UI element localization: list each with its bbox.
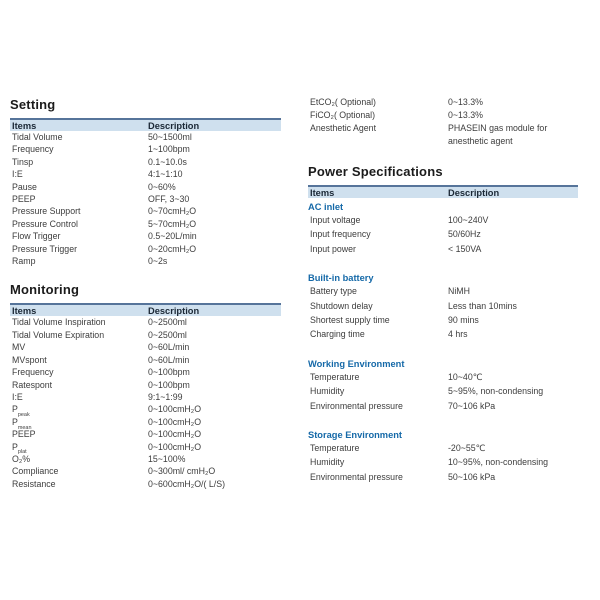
item-cell: Shortest supply time bbox=[310, 315, 390, 326]
table-row bbox=[10, 143, 281, 155]
subsection-title: Built-in battery bbox=[308, 273, 374, 284]
value-cell: 0~2500ml bbox=[148, 317, 187, 328]
item-cell: Tidal Volume bbox=[12, 132, 63, 142]
value-cell: 50~1500ml bbox=[148, 132, 192, 142]
table-row bbox=[308, 109, 578, 122]
power-section-title: Power Specifications bbox=[308, 164, 443, 179]
table-row bbox=[10, 316, 281, 328]
subsection-table-body bbox=[308, 284, 578, 342]
items-column-header: Items bbox=[310, 187, 335, 198]
value-cell: 1~100bpm bbox=[148, 144, 190, 155]
section-setting bbox=[10, 97, 281, 267]
table-row bbox=[308, 384, 578, 398]
table-row bbox=[308, 284, 578, 298]
item-cell: Pause bbox=[12, 181, 37, 192]
subsection-table-body bbox=[308, 370, 578, 413]
value-cell: 50~106 kPa bbox=[448, 471, 496, 482]
value-cell: 70~106 kPa bbox=[448, 400, 496, 411]
item-cell: Environmental pressure bbox=[310, 471, 403, 482]
table-row bbox=[10, 403, 281, 419]
table-row bbox=[10, 391, 281, 403]
value-cell: NiMH bbox=[448, 286, 470, 297]
value-cell: 0~60L/min bbox=[148, 354, 190, 365]
table-row bbox=[10, 366, 281, 378]
table-row bbox=[10, 329, 281, 341]
item-cell: Input frequency bbox=[310, 229, 371, 240]
table-row bbox=[10, 428, 281, 440]
description-column-header: Description bbox=[148, 305, 200, 316]
value-cell: 0~100cmH₂O bbox=[148, 441, 202, 452]
item-cell: I:E bbox=[12, 391, 23, 402]
monitoring-table-body bbox=[10, 316, 281, 490]
table-row bbox=[10, 465, 281, 477]
item-cell: Tidal Volume Inspiration bbox=[12, 317, 106, 328]
description-column-header: Description bbox=[148, 120, 200, 131]
value-cell: -20~55℃ bbox=[448, 443, 486, 454]
section-monitoring bbox=[10, 282, 281, 490]
table-row bbox=[10, 341, 281, 353]
value-cell: 4 hrs bbox=[448, 329, 468, 340]
item-cell: Input voltage bbox=[310, 215, 361, 225]
item-cell: Environmental pressure bbox=[310, 400, 403, 411]
item-cell: PEEP bbox=[12, 194, 36, 205]
item-cell: Shutdown delay bbox=[310, 300, 373, 311]
value-cell: 10~40℃ bbox=[448, 371, 483, 382]
table-row bbox=[308, 227, 578, 241]
item-cell: $P_{mean}$ bbox=[12, 416, 32, 431]
value-cell: 0.1~10.0s bbox=[148, 156, 187, 167]
value-cell: 0~300ml/ cmH₂O bbox=[148, 466, 216, 477]
items-column-header: Items bbox=[12, 120, 37, 131]
value-cell: 0~100bpm bbox=[148, 367, 190, 378]
table-row bbox=[10, 441, 281, 456]
table-row bbox=[308, 327, 578, 341]
table-row bbox=[10, 255, 281, 267]
value-cell: 0~2s bbox=[148, 256, 168, 267]
left-column bbox=[10, 97, 281, 490]
item-cell: Input power bbox=[310, 243, 356, 254]
power-subsection bbox=[308, 201, 578, 256]
monitoring-section-title: Monitoring bbox=[10, 282, 80, 298]
right-column bbox=[308, 96, 578, 484]
value-cell: 10~95%, non-condensing bbox=[448, 457, 549, 468]
item-cell: Charging time bbox=[310, 329, 365, 340]
value-cell: 0~70cmH₂O bbox=[148, 206, 197, 217]
item-cell: Resistance bbox=[12, 478, 56, 489]
table-row bbox=[10, 416, 281, 431]
subsection-title: AC inlet bbox=[308, 202, 344, 212]
value-cell: 100~240V bbox=[448, 215, 489, 225]
item-cell: Frequency bbox=[12, 144, 54, 155]
value-cell: 5~95%, non-condensing bbox=[448, 386, 544, 397]
value-cell: 0~100cmH₂O bbox=[148, 429, 202, 440]
value-cell: 50/60Hz bbox=[448, 229, 481, 240]
value-cell: 0~600cmH₂O/( L/S) bbox=[148, 478, 225, 489]
power-subsections bbox=[308, 201, 578, 484]
value-cell: 0~2500ml bbox=[148, 329, 187, 340]
power-subsection bbox=[308, 272, 578, 342]
value-cell: PHASEIN gas module for anesthetic agent bbox=[448, 123, 548, 146]
table-row bbox=[10, 230, 281, 242]
value-cell: 15~100% bbox=[148, 453, 186, 464]
value-cell: 0~60% bbox=[148, 181, 176, 192]
item-cell: PEEP bbox=[12, 429, 36, 440]
item-cell: Pressure Trigger bbox=[12, 243, 78, 254]
subsection-table-body bbox=[308, 213, 578, 256]
item-cell: Battery type bbox=[310, 286, 357, 297]
table-row bbox=[10, 193, 281, 205]
setting-table-header bbox=[10, 118, 281, 131]
table-row bbox=[308, 299, 578, 313]
value-cell: 0~100cmH₂O bbox=[148, 404, 202, 415]
table-row bbox=[308, 313, 578, 327]
value-cell: 5~70cmH₂O bbox=[148, 218, 197, 229]
item-cell: Humidity bbox=[310, 386, 345, 397]
table-row bbox=[10, 181, 281, 193]
value-cell: 4:1~1:10 bbox=[148, 169, 183, 180]
item-cell: EtCO₂( Optional) bbox=[310, 97, 376, 107]
item-cell: Pressure Support bbox=[12, 206, 81, 217]
power-subsection bbox=[308, 358, 578, 413]
table-row bbox=[10, 205, 281, 217]
setting-section-title: Setting bbox=[10, 97, 56, 112]
item-cell: $P_{peak}$ bbox=[12, 404, 30, 419]
table-row bbox=[10, 131, 281, 143]
monitoring-table-header bbox=[10, 303, 281, 316]
value-cell: 0~100cmH₂O bbox=[148, 416, 202, 427]
value-cell: 0.5~20L/min bbox=[148, 231, 197, 242]
value-cell: 90 mins bbox=[448, 315, 479, 326]
value-cell: 9:1~1:99 bbox=[148, 391, 183, 402]
item-cell: Ratespont bbox=[12, 379, 53, 390]
table-row bbox=[10, 218, 281, 230]
table-row bbox=[308, 370, 578, 384]
value-cell: OFF, 3~30 bbox=[148, 194, 190, 205]
table-row bbox=[10, 478, 281, 490]
table-row bbox=[308, 213, 578, 227]
subsection-table-body bbox=[308, 441, 578, 484]
value-cell: 0~13.3% bbox=[448, 110, 483, 120]
power-table-header bbox=[308, 185, 578, 198]
table-row bbox=[308, 242, 578, 256]
value-cell: Less than 10mins bbox=[448, 300, 517, 311]
item-cell: Temperature bbox=[310, 443, 360, 454]
subsection-title: Working Environment bbox=[308, 358, 405, 369]
item-cell: Temperature bbox=[310, 371, 360, 382]
description-column-header: Description bbox=[448, 187, 500, 198]
setting-table-body bbox=[10, 131, 281, 267]
item-cell: Humidity bbox=[310, 457, 345, 468]
value-cell: < 150VA bbox=[448, 243, 482, 254]
table-row bbox=[10, 156, 281, 168]
subsection-title: Storage Environment bbox=[308, 430, 403, 441]
item-cell: Flow Trigger bbox=[12, 231, 61, 242]
item-cell: I:E bbox=[12, 169, 23, 180]
table-row bbox=[308, 96, 578, 109]
item-cell: Tinsp bbox=[12, 156, 34, 167]
item-cell: Tidal Volume Expiration bbox=[12, 329, 105, 340]
value-cell: 0~60L/min bbox=[148, 342, 190, 353]
table-row bbox=[308, 455, 578, 469]
table-row bbox=[10, 168, 281, 180]
item-cell: Ramp bbox=[12, 256, 36, 267]
power-subsection bbox=[308, 429, 578, 484]
table-row bbox=[10, 453, 281, 465]
value-cell: 0~100bpm bbox=[148, 379, 190, 390]
table-row bbox=[308, 122, 578, 148]
item-cell: MV bbox=[12, 342, 26, 353]
item-cell: $P_{plat}$ bbox=[12, 441, 27, 456]
items-column-header: Items bbox=[12, 305, 37, 316]
monitoring-continuation-body bbox=[308, 96, 578, 148]
item-cell: Compliance bbox=[12, 466, 59, 477]
item-cell: O₂% bbox=[12, 453, 31, 464]
item-cell: Anesthetic Agent bbox=[310, 123, 377, 133]
table-row bbox=[10, 354, 281, 366]
value-cell: 0~13.3% bbox=[448, 97, 483, 107]
table-row bbox=[10, 379, 281, 391]
item-cell: Frequency bbox=[12, 367, 54, 378]
item-cell: MVspont bbox=[12, 354, 47, 365]
item-cell: Pressure Control bbox=[12, 218, 79, 229]
table-row bbox=[10, 243, 281, 255]
section-power-specifications bbox=[308, 164, 578, 484]
table-row bbox=[308, 470, 578, 484]
table-row bbox=[308, 399, 578, 413]
table-row bbox=[308, 441, 578, 455]
item-cell: FiCO₂( Optional) bbox=[310, 110, 376, 120]
value-cell: 0~20cmH₂O bbox=[148, 243, 197, 254]
